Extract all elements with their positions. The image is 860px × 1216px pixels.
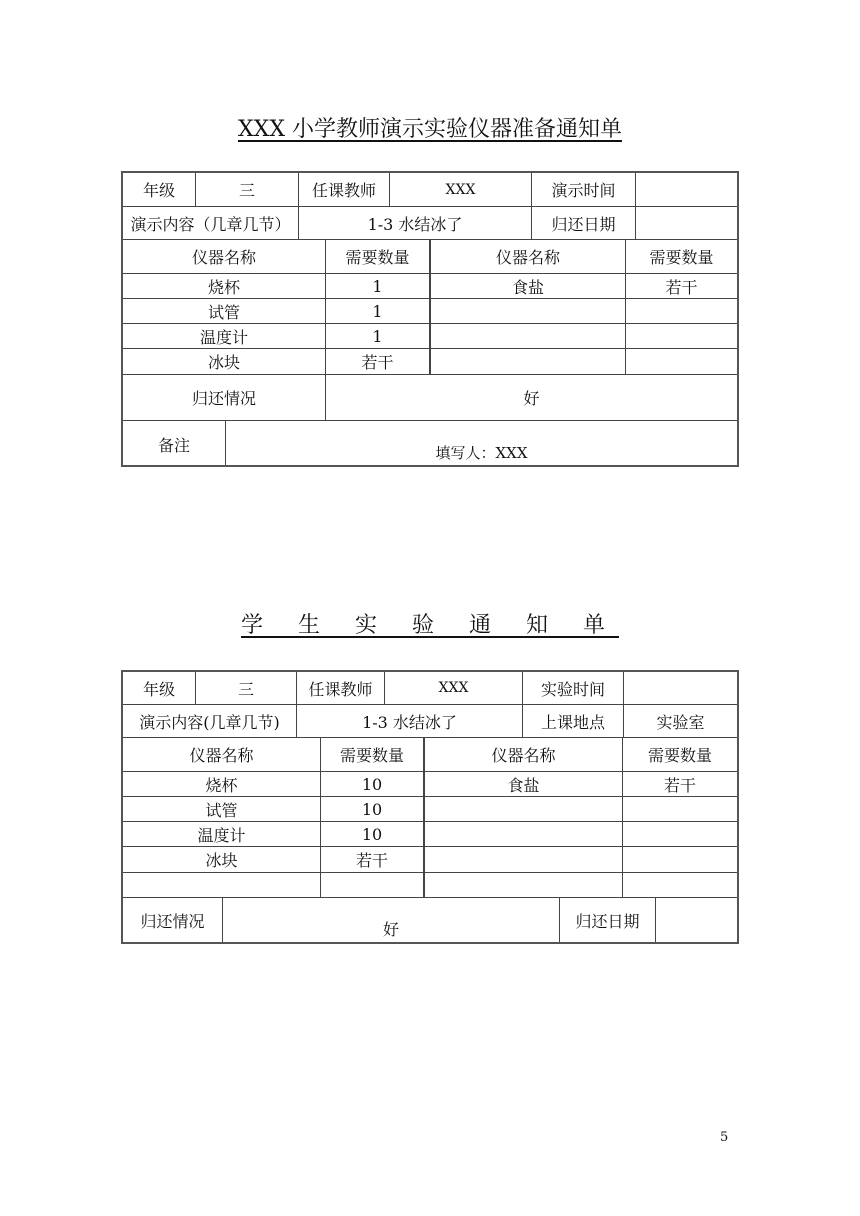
f2-row-4-qty-a: 若干 bbox=[321, 847, 425, 873]
table-row-4-name-b bbox=[431, 349, 626, 375]
f2-row-4-name-a: 冰块 bbox=[123, 847, 321, 873]
f2-row-5-qty-b bbox=[623, 873, 737, 898]
table-row-1-qty-b: 若干 bbox=[626, 274, 737, 299]
table-row-3-name-a: 温度计 bbox=[123, 324, 326, 349]
header-instrument-2: 仪器名称 bbox=[431, 240, 626, 274]
form1-table bbox=[121, 171, 739, 467]
f2-row-3-name-b bbox=[425, 822, 623, 847]
return-status-value: 好 bbox=[326, 375, 737, 421]
f2-row-2-qty-a: 10 bbox=[321, 797, 425, 822]
f2-row-1-name-a: 烧杯 bbox=[123, 772, 321, 797]
table-row-3-qty-a: 1 bbox=[326, 324, 431, 349]
content-label-2: 演示内容(几章几节) bbox=[123, 705, 297, 738]
return-status-value-2: 好 bbox=[223, 898, 560, 942]
table-row-1-name-a: 烧杯 bbox=[123, 274, 326, 299]
demo-time-value bbox=[636, 173, 737, 207]
f2-row-2-qty-b bbox=[623, 797, 737, 822]
return-date-label-2: 归还日期 bbox=[560, 898, 656, 942]
f2-row-3-qty-b bbox=[623, 822, 737, 847]
f2-row-4-name-b bbox=[425, 847, 623, 873]
header-instrument-1: 仪器名称 bbox=[123, 240, 326, 274]
content-value: 1-3 水结冰了 bbox=[299, 207, 532, 240]
table-row-3-qty-b bbox=[626, 324, 737, 349]
teacher-value-2: XXX bbox=[385, 672, 523, 705]
table-row-1-qty-a: 1 bbox=[326, 274, 431, 299]
table-row-4-qty-a: 若干 bbox=[326, 349, 431, 375]
location-label: 上课地点 bbox=[523, 705, 624, 738]
header-instrument-1-f2: 仪器名称 bbox=[123, 738, 321, 772]
f2-row-4-qty-b bbox=[623, 847, 737, 873]
header-quantity-2-f2: 需要数量 bbox=[623, 738, 737, 772]
header-instrument-2-f2: 仪器名称 bbox=[425, 738, 623, 772]
table-row-4-qty-b bbox=[626, 349, 737, 375]
filler-signature: 填写人：XXX bbox=[435, 444, 528, 462]
table-row-2-name-b bbox=[431, 299, 626, 324]
exp-time-label: 实验时间 bbox=[523, 672, 624, 705]
grade-label-2: 年级 bbox=[123, 672, 196, 705]
table-row-2-name-a: 试管 bbox=[123, 299, 326, 324]
f2-row-3-qty-a: 10 bbox=[321, 822, 425, 847]
f2-row-1-qty-b: 若干 bbox=[623, 772, 737, 797]
table-row-3-name-b bbox=[431, 324, 626, 349]
page-number: 5 bbox=[720, 1130, 729, 1145]
form1-title: XXX 小学教师演示实验仪器准备通知单 bbox=[238, 117, 622, 142]
content-label: 演示内容（几章几节） bbox=[123, 207, 299, 240]
return-date-label: 归还日期 bbox=[532, 207, 636, 240]
location-value: 实验室 bbox=[624, 705, 737, 738]
f2-row-3-name-a: 温度计 bbox=[123, 822, 321, 847]
exp-time-value bbox=[624, 672, 737, 705]
f2-row-2-name-b bbox=[425, 797, 623, 822]
header-quantity-1-f2: 需要数量 bbox=[321, 738, 425, 772]
f2-row-5-name-b bbox=[425, 873, 623, 898]
table-row-2-qty-b bbox=[626, 299, 737, 324]
f2-row-5-name-a bbox=[123, 873, 321, 898]
teacher-label-2: 任课教师 bbox=[297, 672, 385, 705]
grade-label: 年级 bbox=[123, 173, 196, 207]
table-row-1-name-b: 食盐 bbox=[431, 274, 626, 299]
teacher-label: 任课教师 bbox=[299, 173, 390, 207]
table-row-4-name-a: 冰块 bbox=[123, 349, 326, 375]
return-date-value-2 bbox=[656, 898, 737, 942]
f2-row-2-name-a: 试管 bbox=[123, 797, 321, 822]
demo-time-label: 演示时间 bbox=[532, 173, 636, 207]
return-status-label-2: 归还情况 bbox=[123, 898, 223, 942]
grade-value: 三 bbox=[196, 173, 299, 207]
teacher-value: XXX bbox=[390, 173, 532, 207]
form2-title: 学 生 实 验 通 知 单 bbox=[241, 613, 619, 638]
return-date-value bbox=[636, 207, 737, 240]
content-value-2: 1-3 水结冰了 bbox=[297, 705, 523, 738]
grade-value-2: 三 bbox=[196, 672, 297, 705]
return-status-label: 归还情况 bbox=[123, 375, 326, 421]
form2-table bbox=[121, 670, 739, 944]
table-row-2-qty-a: 1 bbox=[326, 299, 431, 324]
header-quantity-1: 需要数量 bbox=[326, 240, 431, 274]
f2-row-1-name-b: 食盐 bbox=[425, 772, 623, 797]
remark-label: 备注 bbox=[123, 421, 226, 465]
f2-row-1-qty-a: 10 bbox=[321, 772, 425, 797]
f2-row-5-qty-a bbox=[321, 873, 425, 898]
header-quantity-2: 需要数量 bbox=[626, 240, 737, 274]
